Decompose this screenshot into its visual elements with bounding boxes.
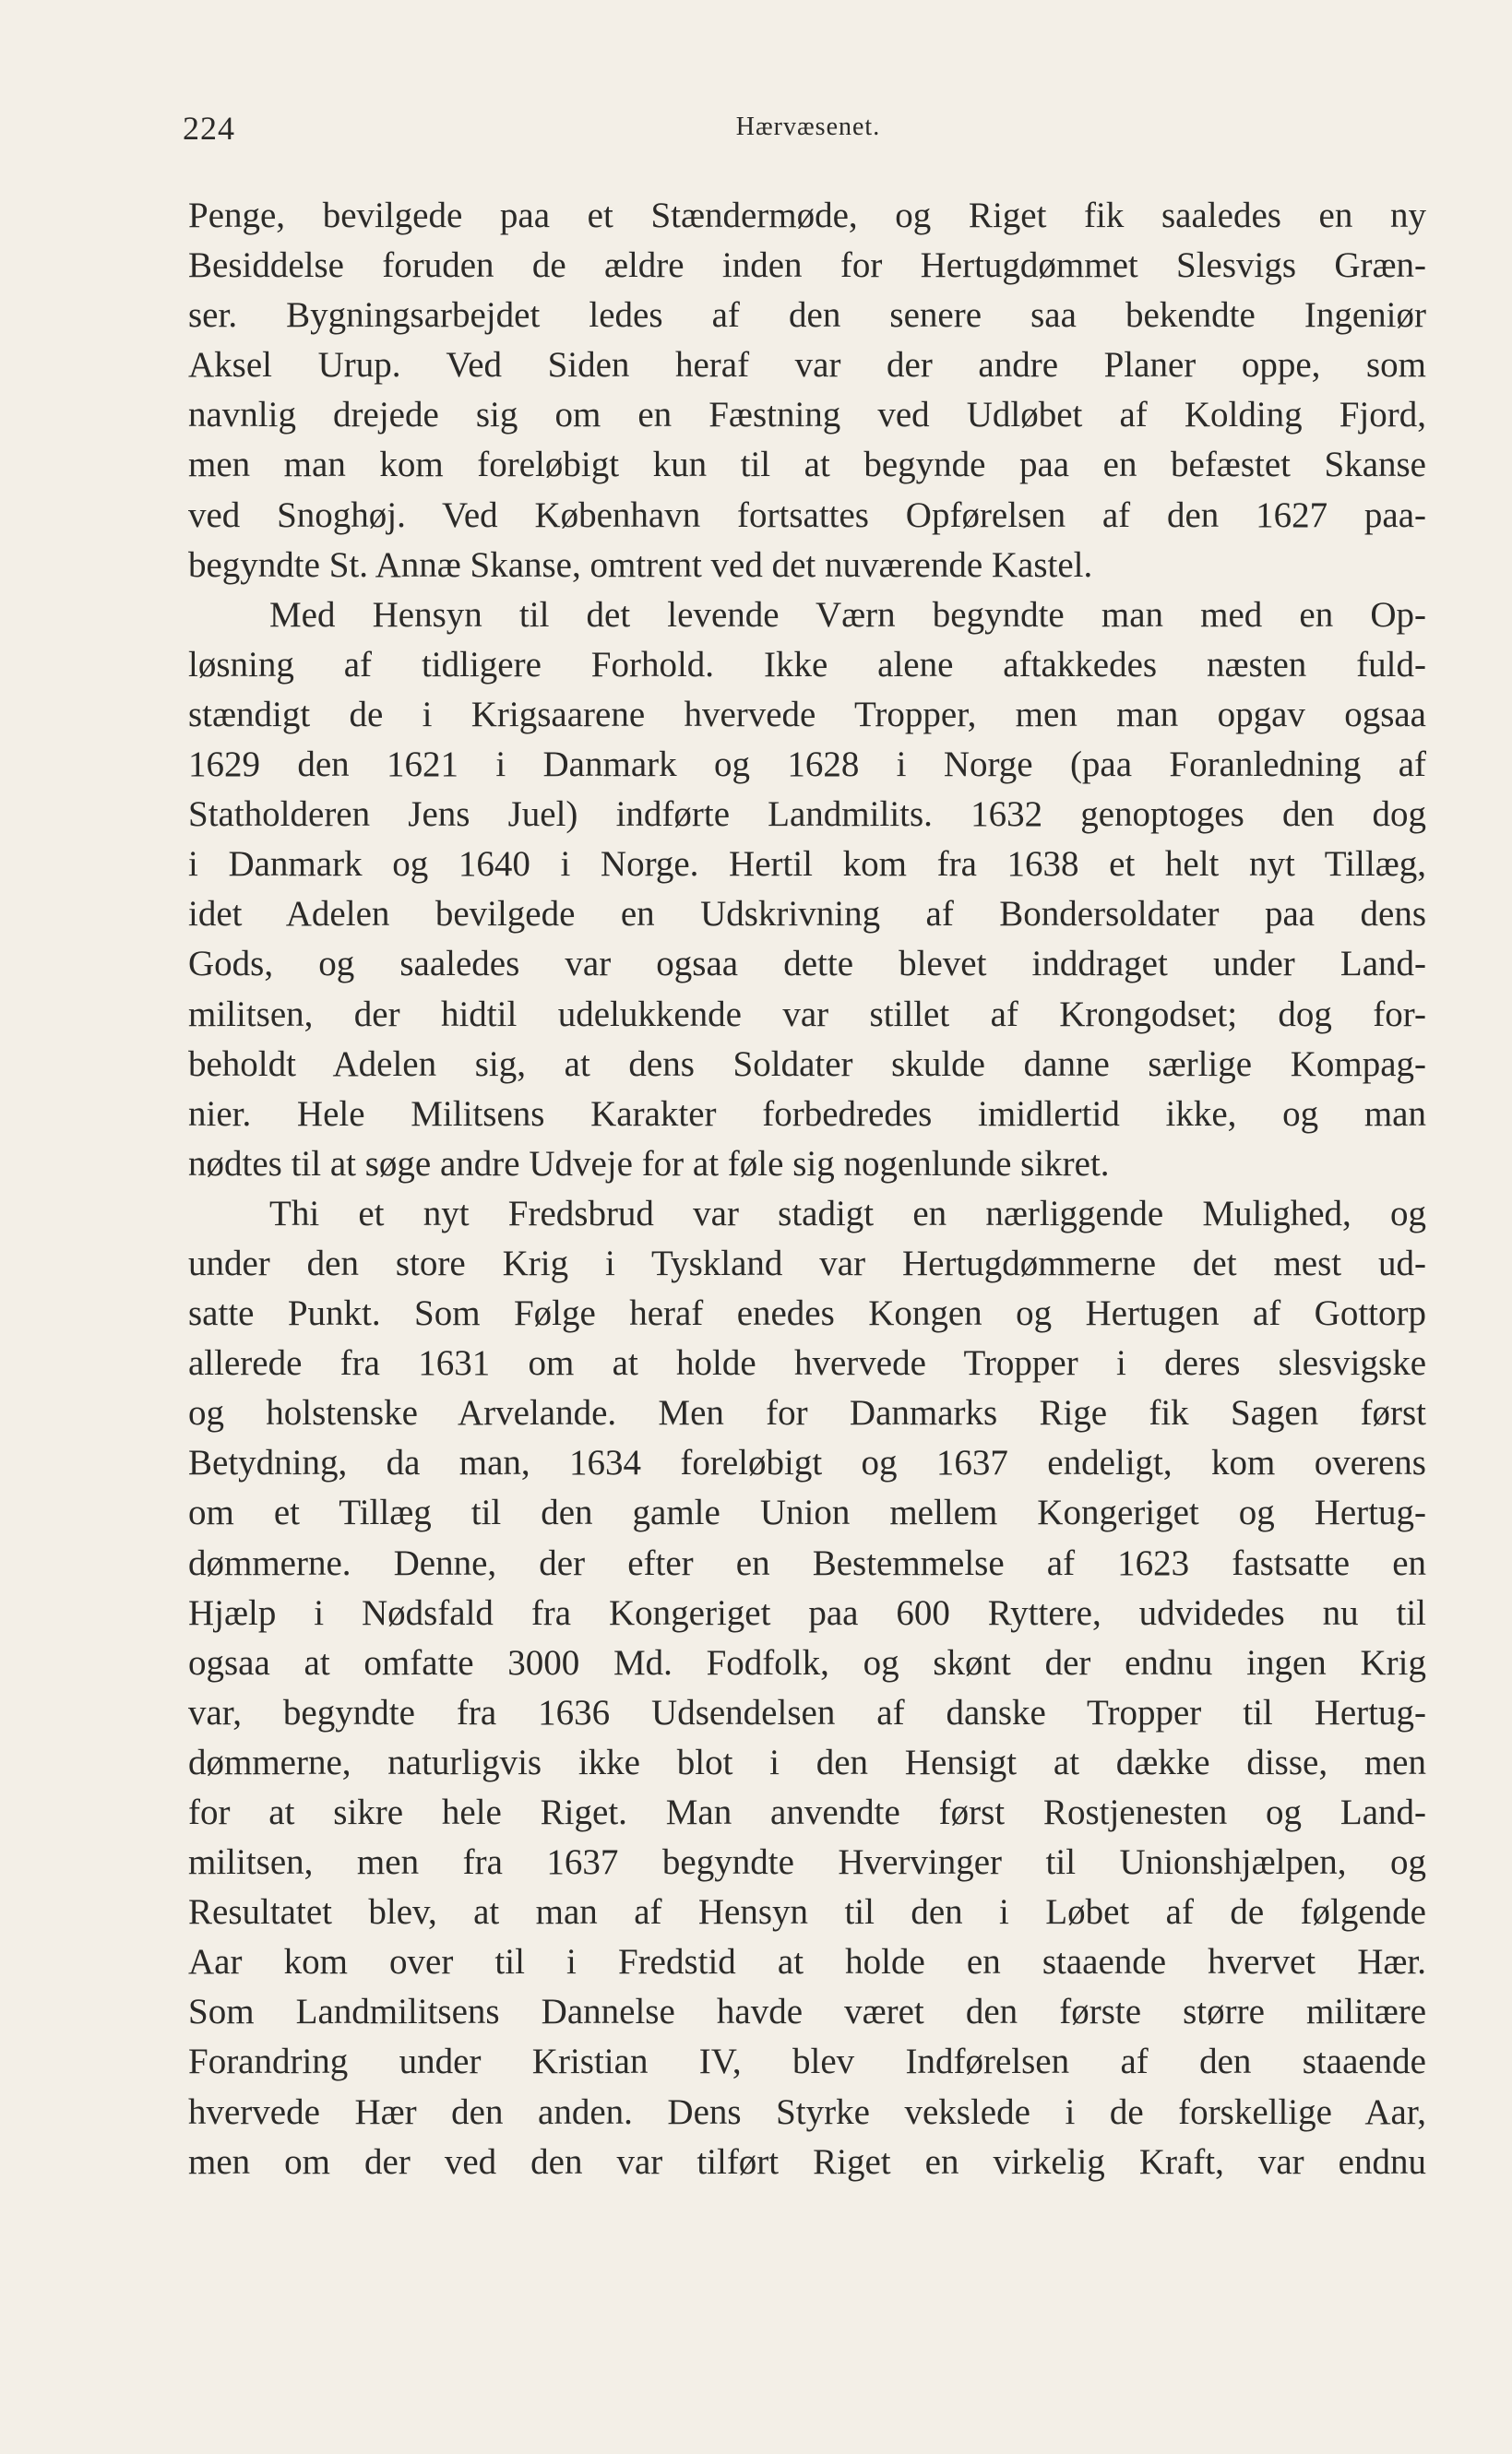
text-line: Thi et nyt Fredsbrud var stadigt en nærliggende Mulighed, og <box>269 1193 1426 1233</box>
text-line: nier. Hele Militsens Karakter forbedredes imidlertid ikke, og man <box>188 1093 1426 1134</box>
text-line: Resultatet blev, at man af Hensyn til den i Løbet af de følgende <box>188 1892 1426 1933</box>
text-line: Forandring under Kristian IV, blev Indførelsen af den staaende <box>188 2042 1426 2082</box>
text-line: Statholderen Jens Juel) indførte Landmilits. 1632 genoptoges den dog <box>188 794 1426 835</box>
running-head <box>183 109 1434 155</box>
text-line: stændigt de i Krigsaarene hvervede Tropper, men man opgav ogsaa <box>188 694 1426 734</box>
text-line: Som Landmilitsens Dannelse havde været den første større militære <box>188 1992 1426 2032</box>
text-line: under den store Krig i Tyskland var Hertugdømmerne det mest ud- <box>188 1243 1426 1283</box>
text-line: for at sikre hele Riget. Man anvendte først Rostjenesten og Land- <box>188 1793 1426 1832</box>
page-number: 224 <box>183 110 235 147</box>
text-line: men man kom foreløbigt kun til at begynde paa en befæstet Skanse <box>188 445 1426 485</box>
text-line: nødtes til at søge andre Udveje for at føle sig nogenlunde sikret. <box>188 1143 1110 1184</box>
text-line: var, begyndte fra 1636 Udsendelsen af danske Tropper til Hertug- <box>188 1692 1426 1733</box>
text-line: dømmerne, naturligvis ikke blot i den Hensigt at dække disse, men <box>188 1742 1426 1782</box>
text-line: løsning af tidligere Forhold. Ikke alene aftakkedes næsten fuld- <box>188 644 1426 685</box>
text-line: militsen, der hidtil udelukkende var stillet af Krongodset; dog for- <box>188 994 1426 1034</box>
running-title: Hærvæsenet. <box>735 113 881 141</box>
text-line: Aar kom over til i Fredstid at holde en staaende hvervet Hær. <box>188 1942 1426 1983</box>
text-line: Gods, og saaledes var ogsaa dette blevet inddraget under Land- <box>188 944 1426 984</box>
text-line: om et Tillæg til den gamle Union mellem Kongeriget og Hertug- <box>188 1493 1426 1533</box>
text-line: 1629 den 1621 i Danmark og 1628 i Norge (paa Foranledning af <box>188 745 1426 785</box>
text-line: i Danmark og 1640 i Norge. Hertil kom fra 1638 et helt nyt Tillæg, <box>188 844 1426 885</box>
body-text <box>188 191 1426 2187</box>
text-line: dømmerne. Denne, der efter en Bestemmelse af 1623 fastsatte en <box>188 1543 1426 1583</box>
text-line: satte Punkt. Som Følge heraf enedes Kongen og Hertugen af Gottorp <box>188 1293 1426 1334</box>
text-line: navnlig drejede sig om en Fæstning ved Udløbet af Kolding Fjord, <box>188 395 1426 435</box>
text-line: og holstenske Arvelande. Men for Danmarks Rige fik Sagen først <box>188 1393 1426 1434</box>
text-line: Betydning, da man, 1634 foreløbigt og 1637 endeligt, kom overens <box>188 1443 1426 1483</box>
text-line: men om der ved den var tilført Riget en virkelig Kraft, var endnu <box>188 2141 1426 2182</box>
text-line: Penge, bevilgede paa et Stændermøde, og Riget fik saaledes en ny <box>188 196 1426 235</box>
text-line: militsen, men fra 1637 begyndte Hvervinger til Unionshjælpen, og <box>188 1842 1426 1883</box>
text-line: Hjælp i Nødsfald fra Kongeriget paa 600 Ryttere, udvidedes nu til <box>188 1592 1426 1633</box>
text-line: allerede fra 1631 om at holde hvervede Tropper i deres slesvigske <box>188 1343 1426 1384</box>
text-line: Aksel Urup. Ved Siden heraf var der andre Planer oppe, som <box>188 345 1426 386</box>
text-line: ser. Bygningsarbejdet ledes af den senere saa bekendte Ingeniør <box>188 295 1426 336</box>
text-line: Med Hensyn til det levende Værn begyndte man med en Op- <box>269 594 1426 635</box>
text-line: ved Snoghøj. Ved København fortsattes Opførelsen af den 1627 paa- <box>188 494 1426 535</box>
text-line: idet Adelen bevilgede en Udskrivning af Bondersoldater paa dens <box>188 894 1426 935</box>
text-line: hvervede Hær den anden. Dens Styrke vekslede i de forskellige Aar, <box>188 2091 1426 2132</box>
text-line: Besiddelse foruden de ældre inden for Hertugdømmet Slesvigs Græn- <box>188 245 1426 286</box>
text-line: begyndte St. Annæ Skanse, omtrent ved det nuværende Kastel. <box>188 544 1093 585</box>
text-line: beholdt Adelen sig, at dens Soldater skulde danne særlige Kompag- <box>188 1043 1426 1084</box>
text-line: ogsaa at omfatte 3000 Md. Fodfolk, og skønt der endnu ingen Krig <box>188 1642 1426 1683</box>
